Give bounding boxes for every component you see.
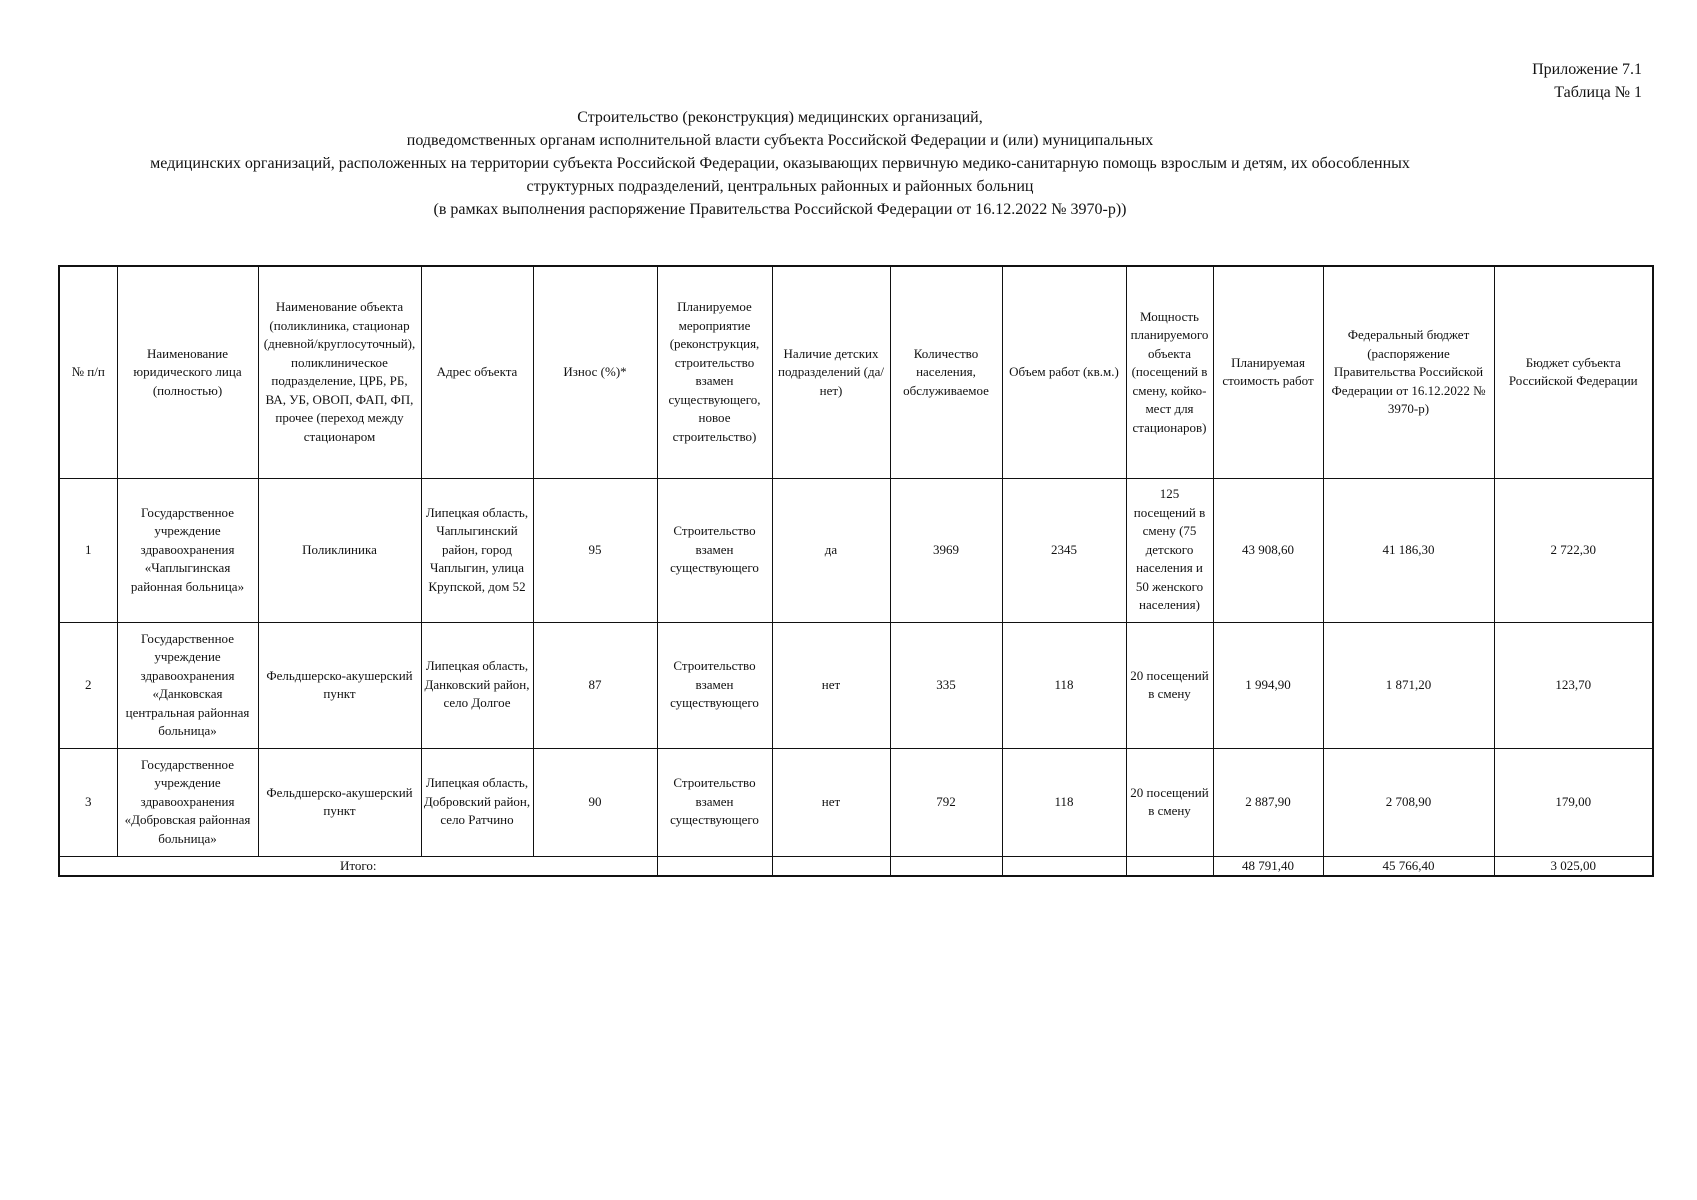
cell-children-units: нет <box>772 748 890 856</box>
title-line: структурных подразделений, центральных районных и районных больниц <box>526 178 1034 195</box>
total-empty-cell <box>1126 856 1213 876</box>
header-planned-cost: Планируемая стоимость работ <box>1213 266 1323 478</box>
cell-capacity: 20 посещений в смену <box>1126 748 1213 856</box>
header-planned-action: Планируемое мероприятие (реконструкция, строительство взамен существующего, новое строительство) <box>657 266 772 478</box>
cell-planned-cost: 2 887,90 <box>1213 748 1323 856</box>
title-line: Строительство (реконструкция) медицинских организаций, <box>577 109 983 126</box>
table-row <box>59 622 1653 748</box>
cell-wear: 95 <box>533 478 657 622</box>
construction-table <box>58 265 1654 877</box>
cell-children-units: да <box>772 478 890 622</box>
cell-federal-budget: 2 708,90 <box>1323 748 1494 856</box>
document-title <box>0 106 1560 221</box>
cell-legal-entity: Государственное учреждение здравоохранения «Добровская районная больница» <box>117 748 258 856</box>
cell-work-volume: 118 <box>1002 748 1126 856</box>
cell-regional-budget: 2 722,30 <box>1494 478 1653 622</box>
title-line: (в рамках выполнения распоряжение Правительства Российской Федерации от 16.12.2022 № 3970-р)) <box>433 201 1127 218</box>
annex-header <box>1532 58 1642 104</box>
cell-wear: 87 <box>533 622 657 748</box>
cell-work-volume: 118 <box>1002 622 1126 748</box>
header-address: Адрес объекта <box>421 266 533 478</box>
header-capacity: Мощность планируемого объекта (посещений в смену, койко-мест для стационаров) <box>1126 266 1213 478</box>
title-line: медицинских организаций, расположенных на территории субъекта Российской Федерации, оказывающих первичную медико-санитарную помощь взрослым и детям, их обособленных <box>150 155 1410 172</box>
total-empty-cell <box>890 856 1002 876</box>
cell-wear: 90 <box>533 748 657 856</box>
cell-address: Липецкая область, Данковский район, село Долгое <box>421 622 533 748</box>
table-header-row <box>59 266 1653 478</box>
cell-object-name: Поликлиника <box>258 478 421 622</box>
cell-num: 3 <box>59 748 117 856</box>
annex-number: Приложение 7.1 <box>1532 61 1642 78</box>
cell-federal-budget: 41 186,30 <box>1323 478 1494 622</box>
header-children-units: Наличие детских подразделений (да/нет) <box>772 266 890 478</box>
table-number: Таблица № 1 <box>1554 84 1642 101</box>
header-wear: Износ (%)* <box>533 266 657 478</box>
cell-planned-cost: 1 994,90 <box>1213 622 1323 748</box>
title-line: подведомственных органам исполнительной власти субъекта Российской Федерации и (или) муниципальных <box>406 132 1154 149</box>
cell-address: Липецкая область, Добровский район, село Ратчино <box>421 748 533 856</box>
cell-children-units: нет <box>772 622 890 748</box>
cell-object-name: Фельдшерско-акушерский пункт <box>258 622 421 748</box>
header-regional-budget: Бюджет субъекта Российской Федерации <box>1494 266 1653 478</box>
header-object-name: Наименование объекта (поликлиника, стационар (дневной/круглосуточный), поликлиническое подразделение, ЦРБ, РБ, ВА, УБ, ОВОП, ФАП, ФП, прочее (переход между стационаром <box>258 266 421 478</box>
cell-planned-action: Строительство взамен существующего <box>657 478 772 622</box>
table-row <box>59 478 1653 622</box>
cell-capacity: 20 посещений в смену <box>1126 622 1213 748</box>
total-regional-budget: 3 025,00 <box>1494 856 1653 876</box>
cell-population: 792 <box>890 748 1002 856</box>
total-empty-cell <box>1002 856 1126 876</box>
cell-federal-budget: 1 871,20 <box>1323 622 1494 748</box>
header-num: № п/п <box>59 266 117 478</box>
total-row <box>59 856 1653 876</box>
header-federal-budget: Федеральный бюджет (распоряжение Правительства Российской Федерации от 16.12.2022 № 3970-р) <box>1323 266 1494 478</box>
cell-planned-cost: 43 908,60 <box>1213 478 1323 622</box>
cell-population: 335 <box>890 622 1002 748</box>
total-planned-cost: 48 791,40 <box>1213 856 1323 876</box>
cell-legal-entity: Государственное учреждение здравоохранения «Данковская центральная районная больница» <box>117 622 258 748</box>
cell-regional-budget: 179,00 <box>1494 748 1653 856</box>
total-empty-cell <box>657 856 772 876</box>
header-work-volume: Объем работ (кв.м.) <box>1002 266 1126 478</box>
cell-work-volume: 2345 <box>1002 478 1126 622</box>
cell-num: 1 <box>59 478 117 622</box>
cell-object-name: Фельдшерско-акушерский пункт <box>258 748 421 856</box>
cell-planned-action: Строительство взамен существующего <box>657 622 772 748</box>
cell-legal-entity: Государственное учреждение здравоохранения «Чаплыгинская районная больница» <box>117 478 258 622</box>
cell-planned-action: Строительство взамен существующего <box>657 748 772 856</box>
cell-address: Липецкая область, Чаплыгинский район, город Чаплыгин, улица Крупской, дом 52 <box>421 478 533 622</box>
cell-regional-budget: 123,70 <box>1494 622 1653 748</box>
cell-population: 3969 <box>890 478 1002 622</box>
total-federal-budget: 45 766,40 <box>1323 856 1494 876</box>
cell-num: 2 <box>59 622 117 748</box>
table-row <box>59 748 1653 856</box>
header-population: Количество населения, обслуживаемое <box>890 266 1002 478</box>
header-legal-entity: Наименование юридического лица (полностью) <box>117 266 258 478</box>
total-empty-cell <box>772 856 890 876</box>
cell-capacity: 125 посещений в смену (75 детского населения и 50 женского населения) <box>1126 478 1213 622</box>
total-label: Итого: <box>59 856 657 876</box>
